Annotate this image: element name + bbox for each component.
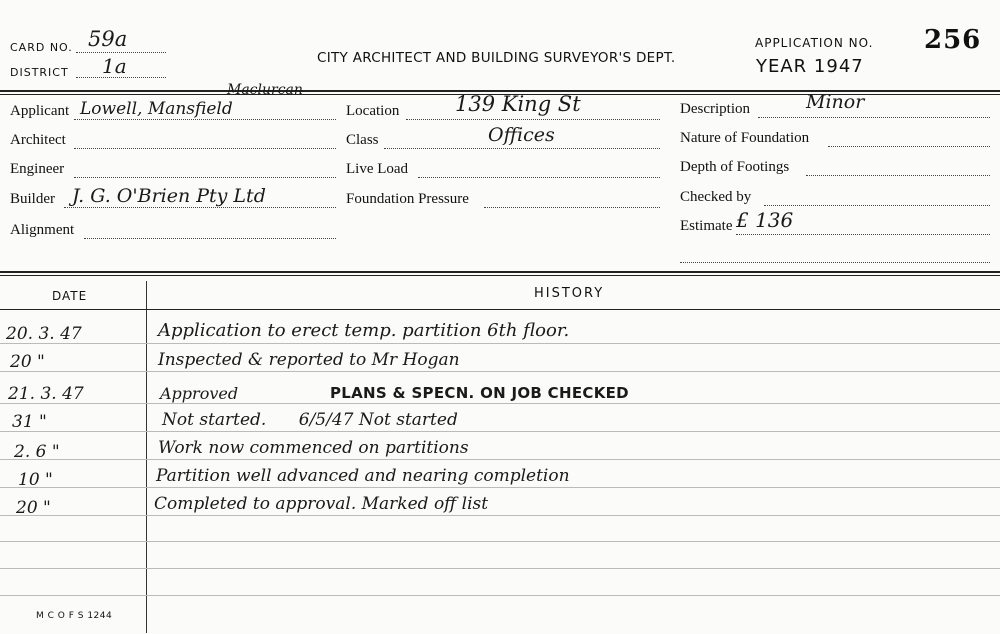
engineer-label: Engineer [10,161,65,177]
department-title: CITY ARCHITECT AND BUILDING SURVEYOR'S DEPT. [317,50,676,66]
class-rule [384,148,660,149]
foundation-pressure-rule [484,207,660,208]
alignment-label: Alignment [10,222,75,238]
history-row-text: Not started. 6/5/47 Not started [162,410,458,430]
applicant-value: Lowell, Mansfield [80,99,233,119]
date-column-header: DATE [52,289,88,303]
checked-by-label: Checked by [680,189,752,205]
checked-rule [764,205,990,206]
applicant-rule [74,119,336,120]
estimate-label: Estimate [680,218,733,234]
class-label: Class [346,132,379,148]
depth-of-footings-label: Depth of Footings [680,159,790,175]
history-divider [0,271,1000,273]
builder-value: J. G. O'Brien Pty Ltd [72,185,266,207]
history-divider-thin [0,275,1000,276]
location-label: Location [346,103,400,119]
live-load-rule [418,177,660,178]
card-no-rule [76,52,166,53]
history-rule [0,403,1000,404]
location-rule [406,119,660,120]
estimate-rule [736,234,990,235]
history-row-date: 10 " [18,470,53,490]
history-rule [0,343,1000,344]
history-rule [0,459,1000,460]
history-row-date: 2. 6 " [14,442,60,462]
year-label: YEAR 1947 [756,56,864,77]
history-row-date: 20 " [10,352,45,372]
history-row-date: 20 " [16,498,51,518]
history-rule [0,595,1000,596]
architect-label: Architect [10,132,66,148]
estimate-value: £ 136 [736,208,794,232]
nature-rule [828,146,990,147]
card-no-label: CARD NO. [10,41,73,54]
history-rule [0,541,1000,542]
district-value: 1a [102,54,127,78]
description-value: Minor [806,91,865,113]
history-row-text: Approved [160,384,239,403]
application-no-value: 256 [924,25,982,55]
history-row-date: 31 " [12,412,47,432]
form-code: M C O F S 1244 [36,611,113,621]
nature-of-foundation-label: Nature of Foundation [680,130,810,146]
applicant-label: Applicant [10,103,70,119]
history-row-text: Partition well advanced and nearing completion [156,466,570,486]
extra-rule [680,262,990,263]
history-row-text: Application to erect temp. partition 6th floor. [158,320,570,341]
live-load-label: Live Load [346,161,409,177]
history-row-text: Work now commenced on partitions [158,438,469,458]
applicant-above-value: Maclurcan [227,82,303,98]
history-row-date: 20. 3. 47 [6,324,82,344]
class-value: Offices [488,124,555,146]
foundation-pressure-label: Foundation Pressure [346,191,469,207]
description-rule [758,117,990,118]
history-row-date: 21. 3. 47 [8,384,84,404]
location-value: 139 King St [455,92,581,116]
history-header-rule [0,309,1000,310]
builder-label: Builder [10,191,55,207]
district-rule [76,77,166,78]
history-column-header: HISTORY [534,286,605,301]
approval-stamp: PLANS & SPECN. ON JOB CHECKED [330,384,629,402]
application-no-label: APPLICATION NO. [755,36,874,50]
history-row-text: Completed to approval. Marked off list [154,494,489,514]
card-no-value: 59a [88,27,128,51]
engineer-rule [74,177,336,178]
depth-rule [806,175,990,176]
alignment-rule [84,238,336,239]
description-label: Description [680,101,750,117]
history-rule [0,487,1000,488]
column-divider [146,281,147,633]
history-rule [0,431,1000,432]
builder-rule [64,207,336,208]
history-row-text: Inspected & reported to Mr Hogan [158,350,460,370]
history-rule [0,371,1000,372]
architect-rule [74,148,336,149]
district-label: DISTRICT [10,66,69,79]
history-rule [0,515,1000,516]
history-rule [0,568,1000,569]
